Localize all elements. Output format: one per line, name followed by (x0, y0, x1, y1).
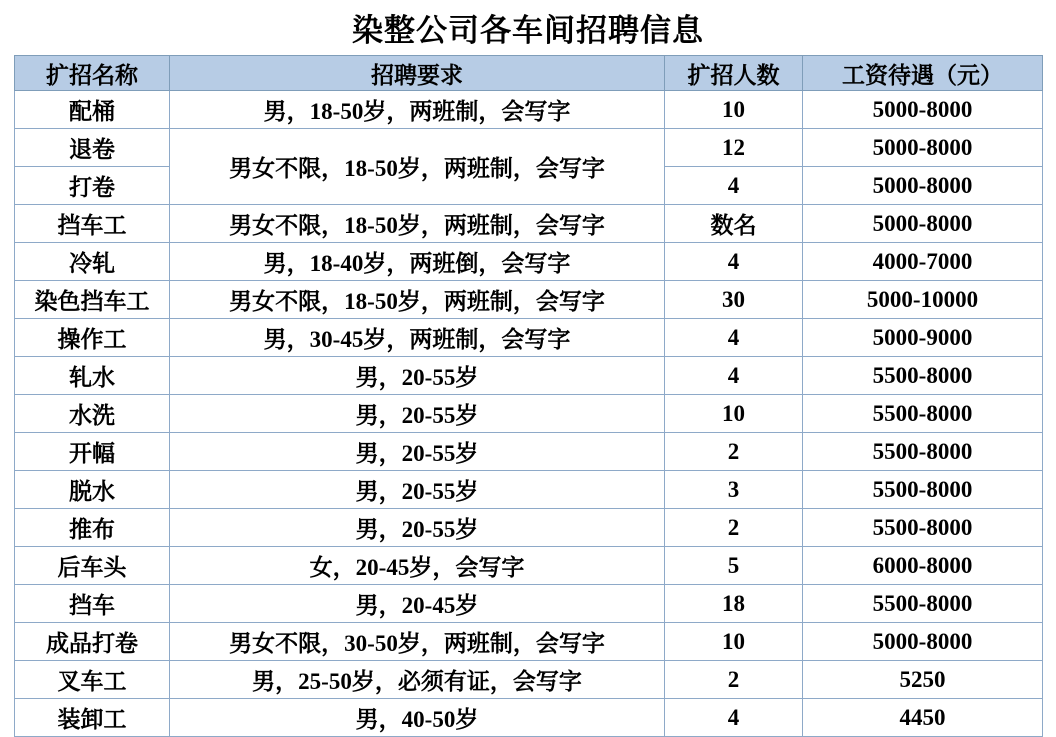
cell-salary: 5000-8000 (803, 205, 1043, 243)
cell-requirement: 男，20-55岁 (170, 395, 665, 433)
recruitment-table (14, 55, 1043, 737)
table-header (15, 56, 1043, 91)
cell-count: 4 (665, 699, 803, 737)
table-row (15, 357, 1043, 395)
cell-count: 10 (665, 91, 803, 129)
title-row (0, 0, 1056, 55)
cell-name: 染色挡车工 (15, 281, 170, 319)
cell-salary: 5000-9000 (803, 319, 1043, 357)
cell-salary: 5000-8000 (803, 167, 1043, 205)
cell-salary: 5000-10000 (803, 281, 1043, 319)
table-row (15, 205, 1043, 243)
cell-requirement: 男，18-40岁，两班倒，会写字 (170, 243, 665, 281)
cell-name: 后车头 (15, 547, 170, 585)
cell-requirement: 男，40-50岁 (170, 699, 665, 737)
cell-name: 推布 (15, 509, 170, 547)
table-row (15, 699, 1043, 737)
cell-requirement: 男女不限，18-50岁，两班制，会写字 (170, 281, 665, 319)
cell-count: 12 (665, 129, 803, 167)
cell-name: 轧水 (15, 357, 170, 395)
cell-name: 叉车工 (15, 661, 170, 699)
cell-count: 2 (665, 661, 803, 699)
cell-requirement: 男，18-50岁，两班制，会写字 (170, 91, 665, 129)
table-row (15, 623, 1043, 661)
table-row (15, 509, 1043, 547)
cell-count: 5 (665, 547, 803, 585)
cell-requirement: 男，20-55岁 (170, 471, 665, 509)
column-header-requirement: 招聘要求 (170, 56, 665, 91)
table-body (15, 91, 1043, 737)
cell-name: 打卷 (15, 167, 170, 205)
cell-requirement: 女，20-45岁，会写字 (170, 547, 665, 585)
cell-count: 4 (665, 167, 803, 205)
cell-requirement: 男，20-45岁 (170, 585, 665, 623)
table-header-row (15, 56, 1043, 91)
cell-salary: 5500-8000 (803, 585, 1043, 623)
cell-count: 数名 (665, 205, 803, 243)
table-row (15, 319, 1043, 357)
cell-count: 2 (665, 509, 803, 547)
cell-name: 脱水 (15, 471, 170, 509)
cell-count: 3 (665, 471, 803, 509)
cell-count: 10 (665, 395, 803, 433)
table-row (15, 433, 1043, 471)
table-row (15, 547, 1043, 585)
column-header-name: 扩招名称 (15, 56, 170, 91)
cell-salary: 4000-7000 (803, 243, 1043, 281)
cell-salary: 5000-8000 (803, 91, 1043, 129)
cell-salary: 6000-8000 (803, 547, 1043, 585)
cell-name: 退卷 (15, 129, 170, 167)
cell-salary: 5500-8000 (803, 509, 1043, 547)
cell-name: 配桶 (15, 91, 170, 129)
cell-requirement: 男，20-55岁 (170, 509, 665, 547)
cell-salary: 5500-8000 (803, 471, 1043, 509)
cell-name: 装卸工 (15, 699, 170, 737)
cell-name: 开幅 (15, 433, 170, 471)
cell-count: 4 (665, 243, 803, 281)
cell-salary: 5500-8000 (803, 433, 1043, 471)
cell-name: 冷轧 (15, 243, 170, 281)
table-row (15, 661, 1043, 699)
table-row (15, 91, 1043, 129)
cell-requirement: 男女不限，30-50岁，两班制，会写字 (170, 623, 665, 661)
cell-name: 挡车 (15, 585, 170, 623)
cell-count: 4 (665, 357, 803, 395)
cell-salary: 5500-8000 (803, 357, 1043, 395)
cell-requirement: 男，20-55岁 (170, 433, 665, 471)
table-row (15, 471, 1043, 509)
cell-name: 挡车工 (15, 205, 170, 243)
cell-salary: 5000-8000 (803, 129, 1043, 167)
cell-count: 30 (665, 281, 803, 319)
cell-count: 4 (665, 319, 803, 357)
cell-salary: 5500-8000 (803, 395, 1043, 433)
table-row (15, 585, 1043, 623)
cell-salary: 5250 (803, 661, 1043, 699)
column-header-salary: 工资待遇（元） (803, 56, 1043, 91)
cell-requirement-merged: 男女不限，18-50岁，两班制，会写字 (170, 129, 665, 205)
cell-count: 2 (665, 433, 803, 471)
cell-requirement: 男，25-50岁，必须有证，会写字 (170, 661, 665, 699)
cell-requirement: 男，20-55岁 (170, 357, 665, 395)
column-header-count: 扩招人数 (665, 56, 803, 91)
cell-count: 18 (665, 585, 803, 623)
cell-name: 操作工 (15, 319, 170, 357)
cell-requirement: 男女不限，18-50岁，两班制，会写字 (170, 205, 665, 243)
cell-name: 水洗 (15, 395, 170, 433)
table-row (15, 243, 1043, 281)
table-row (15, 395, 1043, 433)
page-title: 染整公司各车间招聘信息 (352, 13, 704, 48)
cell-salary: 5000-8000 (803, 623, 1043, 661)
cell-salary: 4450 (803, 699, 1043, 737)
cell-count: 10 (665, 623, 803, 661)
cell-requirement: 男，30-45岁，两班制，会写字 (170, 319, 665, 357)
table-row (15, 281, 1043, 319)
cell-name: 成品打卷 (15, 623, 170, 661)
table-row (15, 129, 1043, 167)
